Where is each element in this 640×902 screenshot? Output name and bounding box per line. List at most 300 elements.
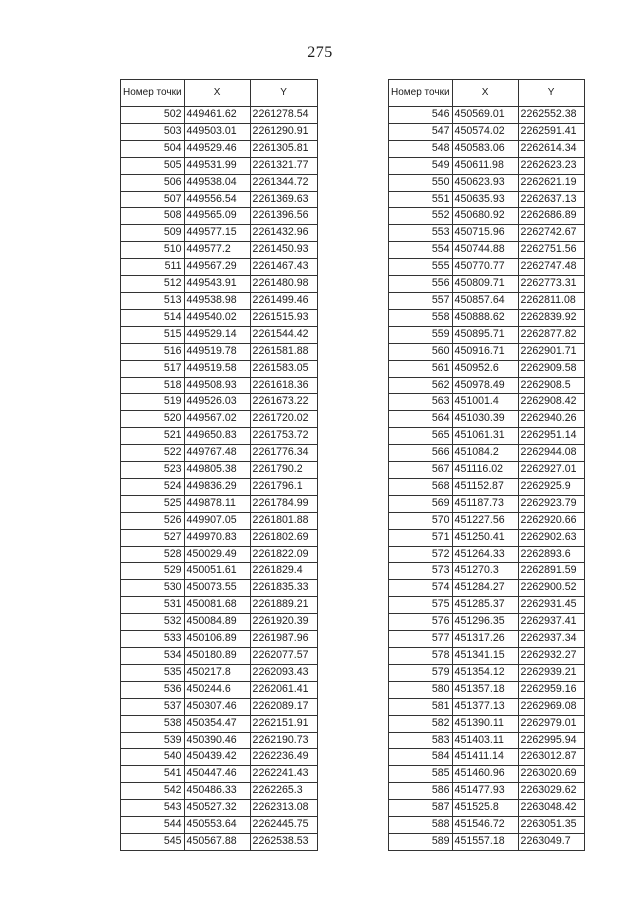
table-row [389,766,585,783]
y-coordinate-cell: 2261432.96 [250,225,317,242]
point-number-cell: 553 [389,225,453,242]
point-number-cell: 556 [389,276,453,293]
point-number-cell: 526 [121,512,185,529]
x-coordinate-cell: 449805.38 [184,462,250,479]
table-row [121,326,318,343]
x-coordinate-cell: 451152.87 [452,478,518,495]
column-header-x: X [184,80,250,107]
table-row [389,208,585,225]
y-coordinate-cell: 2262313.08 [250,800,317,817]
point-number-cell: 519 [121,394,185,411]
point-number-cell: 562 [389,377,453,394]
table-row [389,783,585,800]
point-number-cell: 567 [389,462,453,479]
x-coordinate-cell: 451317.26 [452,631,518,648]
x-coordinate-cell: 449529.46 [184,140,250,157]
table-row [121,225,318,242]
x-coordinate-cell: 451460.96 [452,766,518,783]
point-number-cell: 536 [121,681,185,698]
y-coordinate-cell: 2262908.5 [518,377,584,394]
x-coordinate-cell: 451477.93 [452,783,518,800]
point-number-cell: 529 [121,563,185,580]
table-row [121,766,318,783]
point-number-cell: 552 [389,208,453,225]
x-coordinate-cell: 451264.33 [452,546,518,563]
point-number-cell: 521 [121,428,185,445]
y-coordinate-cell: 2261450.93 [250,242,317,259]
y-coordinate-cell: 2262979.01 [518,715,584,732]
x-coordinate-cell: 451001.4 [452,394,518,411]
point-number-cell: 539 [121,732,185,749]
y-coordinate-cell: 2262951.14 [518,428,584,445]
point-number-cell: 555 [389,259,453,276]
point-number-cell: 558 [389,309,453,326]
point-number-cell: 584 [389,749,453,766]
table-row [389,191,585,208]
point-number-cell: 512 [121,276,185,293]
x-coordinate-cell: 450051.61 [184,563,250,580]
y-coordinate-cell: 2261801.88 [250,512,317,529]
x-coordinate-cell: 450895.71 [452,326,518,343]
table-row [389,462,585,479]
y-coordinate-cell: 2262908.42 [518,394,584,411]
point-number-cell: 587 [389,800,453,817]
x-coordinate-cell: 450244.6 [184,681,250,698]
table-row [121,343,318,360]
y-coordinate-cell: 2262969.08 [518,698,584,715]
y-coordinate-cell: 2261920.39 [250,614,317,631]
table-row [389,512,585,529]
x-coordinate-cell: 450553.64 [184,817,250,834]
column-header-point-number: Номер точки [121,80,185,107]
x-coordinate-cell: 450567.88 [184,833,250,850]
point-number-cell: 544 [121,817,185,834]
table-row [389,225,585,242]
x-coordinate-cell: 449567.02 [184,411,250,428]
x-coordinate-cell: 449543.91 [184,276,250,293]
x-coordinate-cell: 450439.42 [184,749,250,766]
y-coordinate-cell: 2261784.99 [250,495,317,512]
point-number-cell: 575 [389,597,453,614]
x-coordinate-cell: 449565.09 [184,208,250,225]
y-coordinate-cell: 2262893.6 [518,546,584,563]
point-number-cell: 546 [389,107,453,124]
table-row [389,292,585,309]
x-coordinate-cell: 449556.54 [184,191,250,208]
y-coordinate-cell: 2261673.22 [250,394,317,411]
y-coordinate-cell: 2261321.77 [250,157,317,174]
table-row [121,614,318,631]
table-row [389,698,585,715]
y-coordinate-cell: 2262190.73 [250,732,317,749]
y-coordinate-cell: 2262920.66 [518,512,584,529]
x-coordinate-cell: 451546.72 [452,817,518,834]
x-coordinate-cell: 451061.31 [452,428,518,445]
y-coordinate-cell: 2261515.93 [250,309,317,326]
point-number-cell: 518 [121,377,185,394]
y-coordinate-cell: 2261720.02 [250,411,317,428]
point-number-cell: 514 [121,309,185,326]
x-coordinate-cell: 449767.48 [184,445,250,462]
table-row [121,833,318,850]
y-coordinate-cell: 2262940.26 [518,411,584,428]
table-row [389,495,585,512]
x-coordinate-cell: 450354.47 [184,715,250,732]
point-number-cell: 540 [121,749,185,766]
table-row [121,445,318,462]
x-coordinate-cell: 451227.56 [452,512,518,529]
x-coordinate-cell: 450770.77 [452,259,518,276]
point-number-cell: 531 [121,597,185,614]
x-coordinate-cell: 450952.6 [452,360,518,377]
y-coordinate-cell: 2262151.91 [250,715,317,732]
point-number-cell: 573 [389,563,453,580]
x-coordinate-cell: 449540.02 [184,309,250,326]
y-coordinate-cell: 2261987.96 [250,631,317,648]
y-coordinate-cell: 2262265.3 [250,783,317,800]
y-coordinate-cell: 2263020.69 [518,766,584,783]
y-coordinate-cell: 2262552.38 [518,107,584,124]
point-number-cell: 509 [121,225,185,242]
y-coordinate-cell: 2263049.7 [518,833,584,850]
table-row [389,377,585,394]
y-coordinate-cell: 2261835.33 [250,580,317,597]
y-coordinate-cell: 2261544.42 [250,326,317,343]
y-coordinate-cell: 2262877.82 [518,326,584,343]
table-row [121,191,318,208]
point-number-cell: 559 [389,326,453,343]
x-coordinate-cell: 449878.11 [184,495,250,512]
point-number-cell: 548 [389,140,453,157]
y-coordinate-cell: 2261776.34 [250,445,317,462]
point-number-cell: 515 [121,326,185,343]
point-number-cell: 523 [121,462,185,479]
x-coordinate-cell: 451116.02 [452,462,518,479]
x-coordinate-cell: 450447.46 [184,766,250,783]
point-number-cell: 517 [121,360,185,377]
point-number-cell: 560 [389,343,453,360]
table-row [389,715,585,732]
table-row [121,462,318,479]
x-coordinate-cell: 451285.37 [452,597,518,614]
y-coordinate-cell: 2263051.35 [518,817,584,834]
column-header-y: Y [250,80,317,107]
table-row [121,800,318,817]
table-row [389,411,585,428]
y-coordinate-cell: 2261829.4 [250,563,317,580]
point-number-cell: 504 [121,140,185,157]
table-row [121,259,318,276]
table-row [389,276,585,293]
table-row [389,817,585,834]
point-number-cell: 572 [389,546,453,563]
table-row [389,597,585,614]
y-coordinate-cell: 2262621.19 [518,174,584,191]
table-row [121,495,318,512]
point-number-cell: 507 [121,191,185,208]
x-coordinate-cell: 449970.83 [184,529,250,546]
table-header-row [389,80,585,107]
x-coordinate-cell: 451084.2 [452,445,518,462]
y-coordinate-cell: 2263012.87 [518,749,584,766]
point-number-cell: 513 [121,292,185,309]
y-coordinate-cell: 2262623.23 [518,157,584,174]
table-row [121,140,318,157]
point-number-cell: 547 [389,123,453,140]
x-coordinate-cell: 450635.93 [452,191,518,208]
table-row [121,715,318,732]
x-coordinate-cell: 450978.49 [452,377,518,394]
y-coordinate-cell: 2262742.67 [518,225,584,242]
point-number-cell: 585 [389,766,453,783]
table-row [121,309,318,326]
y-coordinate-cell: 2261583.05 [250,360,317,377]
y-coordinate-cell: 2262925.9 [518,478,584,495]
x-coordinate-cell: 450073.55 [184,580,250,597]
x-coordinate-cell: 449650.83 [184,428,250,445]
y-coordinate-cell: 2261396.56 [250,208,317,225]
x-coordinate-cell: 450307.46 [184,698,250,715]
coordinates-table-left [120,79,318,851]
x-coordinate-cell: 450611.98 [452,157,518,174]
y-coordinate-cell: 2262811.08 [518,292,584,309]
x-coordinate-cell: 451296.35 [452,614,518,631]
x-coordinate-cell: 449577.15 [184,225,250,242]
table-row [121,749,318,766]
y-coordinate-cell: 2262773.31 [518,276,584,293]
point-number-cell: 541 [121,766,185,783]
point-number-cell: 545 [121,833,185,850]
table-row [389,614,585,631]
point-number-cell: 502 [121,107,185,124]
table-row [121,394,318,411]
y-coordinate-cell: 2262902.63 [518,529,584,546]
y-coordinate-cell: 2261822.09 [250,546,317,563]
point-number-cell: 505 [121,157,185,174]
x-coordinate-cell: 451354.12 [452,664,518,681]
point-number-cell: 522 [121,445,185,462]
y-coordinate-cell: 2262901.71 [518,343,584,360]
table-row [121,648,318,665]
point-number-cell: 532 [121,614,185,631]
y-coordinate-cell: 2261499.46 [250,292,317,309]
table-row [389,343,585,360]
point-number-cell: 503 [121,123,185,140]
table-row [389,631,585,648]
y-coordinate-cell: 2262891.59 [518,563,584,580]
x-coordinate-cell: 450106.89 [184,631,250,648]
x-coordinate-cell: 450527.32 [184,800,250,817]
point-number-cell: 533 [121,631,185,648]
y-coordinate-cell: 2263029.62 [518,783,584,800]
y-coordinate-cell: 2262923.79 [518,495,584,512]
y-coordinate-cell: 2262614.34 [518,140,584,157]
coordinates-table-right [388,79,585,851]
x-coordinate-cell: 451357.18 [452,681,518,698]
point-number-cell: 538 [121,715,185,732]
table-row [121,563,318,580]
point-number-cell: 535 [121,664,185,681]
point-number-cell: 561 [389,360,453,377]
table-row [121,664,318,681]
point-number-cell: 537 [121,698,185,715]
point-number-cell: 565 [389,428,453,445]
point-number-cell: 566 [389,445,453,462]
x-coordinate-cell: 449577.2 [184,242,250,259]
y-coordinate-cell: 2262686.89 [518,208,584,225]
table-row [389,123,585,140]
point-number-cell: 516 [121,343,185,360]
table-row [389,529,585,546]
y-coordinate-cell: 2262937.34 [518,631,584,648]
x-coordinate-cell: 451557.18 [452,833,518,850]
table-row [121,783,318,800]
table-row [121,817,318,834]
point-number-cell: 580 [389,681,453,698]
point-number-cell: 554 [389,242,453,259]
x-coordinate-cell: 449529.14 [184,326,250,343]
point-number-cell: 543 [121,800,185,817]
table-row [389,428,585,445]
point-number-cell: 581 [389,698,453,715]
x-coordinate-cell: 449836.29 [184,478,250,495]
x-coordinate-cell: 450715.96 [452,225,518,242]
table-row [389,326,585,343]
point-number-cell: 578 [389,648,453,665]
y-coordinate-cell: 2261796.1 [250,478,317,495]
x-coordinate-cell: 449907.05 [184,512,250,529]
x-coordinate-cell: 450809.71 [452,276,518,293]
x-coordinate-cell: 450680.92 [452,208,518,225]
point-number-cell: 524 [121,478,185,495]
x-coordinate-cell: 451270.3 [452,563,518,580]
y-coordinate-cell: 2262089.17 [250,698,317,715]
y-coordinate-cell: 2262241.43 [250,766,317,783]
table-row [389,546,585,563]
x-coordinate-cell: 451341.15 [452,648,518,665]
column-header-point-number: Номер точки [389,80,453,107]
table-row [121,411,318,428]
table-header-row [121,80,318,107]
point-number-cell: 564 [389,411,453,428]
y-coordinate-cell: 2262995.94 [518,732,584,749]
x-coordinate-cell: 450180.89 [184,648,250,665]
table-row [389,833,585,850]
y-coordinate-cell: 2262445.75 [250,817,317,834]
table-row [389,309,585,326]
table-row [121,208,318,225]
y-coordinate-cell: 2262538.53 [250,833,317,850]
x-coordinate-cell: 451250.41 [452,529,518,546]
x-coordinate-cell: 450486.33 [184,783,250,800]
table-row [121,512,318,529]
table-row [121,546,318,563]
y-coordinate-cell: 2262931.45 [518,597,584,614]
point-number-cell: 574 [389,580,453,597]
x-coordinate-cell: 450217.8 [184,664,250,681]
y-coordinate-cell: 2262839.92 [518,309,584,326]
x-coordinate-cell: 451390.11 [452,715,518,732]
point-number-cell: 551 [389,191,453,208]
point-number-cell: 511 [121,259,185,276]
point-number-cell: 528 [121,546,185,563]
x-coordinate-cell: 450623.93 [452,174,518,191]
table-row [389,140,585,157]
point-number-cell: 588 [389,817,453,834]
y-coordinate-cell: 2262236.49 [250,749,317,766]
table-row [121,292,318,309]
y-coordinate-cell: 2262077.57 [250,648,317,665]
table-row [121,123,318,140]
table-row [121,732,318,749]
table-row [121,580,318,597]
point-number-cell: 569 [389,495,453,512]
y-coordinate-cell: 2261290.91 [250,123,317,140]
table-row [121,529,318,546]
point-number-cell: 582 [389,715,453,732]
point-number-cell: 586 [389,783,453,800]
point-number-cell: 525 [121,495,185,512]
table-row [389,259,585,276]
y-coordinate-cell: 2263048.42 [518,800,584,817]
column-header-x: X [452,80,518,107]
point-number-cell: 563 [389,394,453,411]
table-row [389,242,585,259]
point-number-cell: 506 [121,174,185,191]
x-coordinate-cell: 450084.89 [184,614,250,631]
point-number-cell: 570 [389,512,453,529]
x-coordinate-cell: 449508.93 [184,377,250,394]
y-coordinate-cell: 2262061.41 [250,681,317,698]
y-coordinate-cell: 2261278.54 [250,107,317,124]
point-number-cell: 568 [389,478,453,495]
table-row [121,276,318,293]
table-row [389,360,585,377]
y-coordinate-cell: 2262909.58 [518,360,584,377]
y-coordinate-cell: 2261369.63 [250,191,317,208]
x-coordinate-cell: 449503.01 [184,123,250,140]
table-row [389,800,585,817]
point-number-cell: 557 [389,292,453,309]
x-coordinate-cell: 451377.13 [452,698,518,715]
table-row [389,394,585,411]
table-row [121,698,318,715]
table-row [389,648,585,665]
table-row [121,242,318,259]
y-coordinate-cell: 2261790.2 [250,462,317,479]
y-coordinate-cell: 2262900.52 [518,580,584,597]
table-row [389,107,585,124]
x-coordinate-cell: 450081.68 [184,597,250,614]
point-number-cell: 549 [389,157,453,174]
table-row [389,563,585,580]
table-row [389,664,585,681]
x-coordinate-cell: 450857.64 [452,292,518,309]
x-coordinate-cell: 449538.04 [184,174,250,191]
point-number-cell: 576 [389,614,453,631]
table-row [121,157,318,174]
y-coordinate-cell: 2262937.41 [518,614,584,631]
y-coordinate-cell: 2261889.21 [250,597,317,614]
table-row [389,732,585,749]
y-coordinate-cell: 2262591.41 [518,123,584,140]
table-row [389,445,585,462]
x-coordinate-cell: 450574.02 [452,123,518,140]
point-number-cell: 508 [121,208,185,225]
x-coordinate-cell: 449526.03 [184,394,250,411]
y-coordinate-cell: 2261305.81 [250,140,317,157]
x-coordinate-cell: 449531.99 [184,157,250,174]
